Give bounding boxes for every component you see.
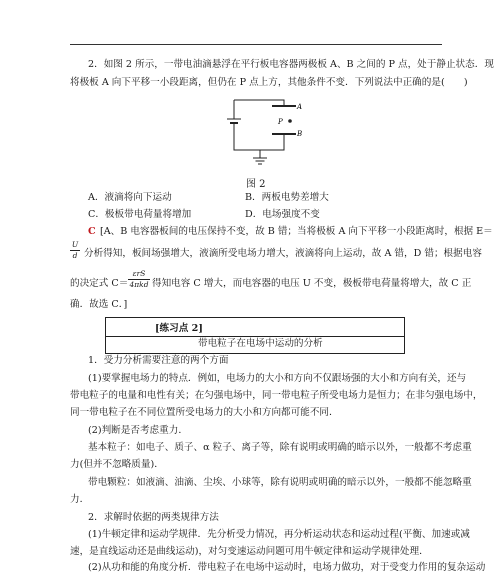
para-5-line-1: (1)牛顿定律和运动学规律．先分析受力情况，再分析运动状态和运动过程(平衡、加速或减 <box>88 529 470 540</box>
practice-tag: [练习点 2] <box>155 323 203 334</box>
section-heading-2: 2．求解时依据的两类规律方法 <box>88 512 219 523</box>
fraction-numerator: εrS <box>132 269 146 278</box>
option-a: A．液滴将向下运动 <box>88 192 172 203</box>
answer-line-2: 分析得知，板间场强增大，液滴所受电场力增大，液滴将向上运动，故 A 错，D 错；根据电容 <box>84 248 482 259</box>
fraction-numerator: U <box>71 240 79 249</box>
plate-b-label: B <box>297 130 303 138</box>
para-2: (2)判断是否考虑重力． <box>88 425 188 436</box>
answer-line-1: [A、B 电容器板间的电压保持不变，故 B 错；当将极板 A 向下平移一小段距离时，根据 E＝ <box>100 226 493 237</box>
fraction-denominator: 4πkd <box>129 280 149 289</box>
fraction-capacitance <box>128 270 150 289</box>
section-heading-1: 1．受力分析需要注意的两个方面 <box>88 355 229 366</box>
plate-a-label: A <box>297 103 303 111</box>
para-1-line-2: 带电粒子的电量和电性有关；在匀强电场中，同一带电粒子所受电场力是恒力；在非匀强电场中， <box>70 390 483 401</box>
practice-title: 带电粒子在电场中运动的分析 <box>198 338 323 349</box>
fraction-u-over-d <box>70 241 80 260</box>
question-line-2: 将极板 A 向下平移一小段距离，但仍在 P 点上方，其他条件不变．下列说法中正确的是( ) <box>70 77 468 88</box>
answer-line-4: 确．故选 C．] <box>70 299 128 310</box>
para-1-line-3: 同一带电粒子在不同位置所受电场力的大小和方向都可能不同． <box>70 407 339 418</box>
para-4-line-2: 力． <box>70 494 90 505</box>
option-b: B．两板电势差增大 <box>245 192 329 203</box>
para-3-line-1: 基本粒子：如电子、质子、α 粒子、离子等，除有说明或明确的暗示以外，一般都不考虑重 <box>88 442 472 453</box>
option-d: D．电场强度不变 <box>245 209 320 220</box>
para-6-line-1: (2)从功和能的角度分析．带电粒子在电场中运动时，电场力做功，对于受变力作用的复杂运动 <box>88 562 486 573</box>
circuit-diagram <box>220 96 305 174</box>
answer-line-3a: 的决定式 C＝ <box>70 278 129 289</box>
answer-letter: C <box>88 226 96 237</box>
question-line-1: 2．如图 2 所示，一带电油滴悬浮在平行板电容器两极板 A、B 之间的 P 点，处于静止状态．现 <box>88 59 494 70</box>
option-c: C．极板带电荷量将增加 <box>88 209 192 220</box>
point-p-label: P <box>278 118 283 126</box>
figure-caption: 图 2 <box>246 179 266 190</box>
para-5-line-2: 速，是直线运动还是曲线运动)，对匀变速运动问题可用牛顿定律和运动学规律处理． <box>70 546 429 557</box>
para-3-line-2: 力(但并不忽略质量)． <box>70 459 164 470</box>
para-1-line-1: (1)要掌握电场力的特点．例如，电场力的大小和方向不仅跟场强的大小和方向有关，还与 <box>88 373 467 384</box>
fraction-denominator: d <box>72 251 78 260</box>
answer-line-3b: 得知电容 C 增大，而电容器的电压 U 不变，极板带电荷量将增大，故 C 正 <box>152 278 472 289</box>
top-rule <box>70 44 442 45</box>
para-4-line-1: 带电颗粒：如液滴、油滴、尘埃、小球等，除有说明或明确的暗示以外，一般都不能忽略重 <box>88 477 472 488</box>
